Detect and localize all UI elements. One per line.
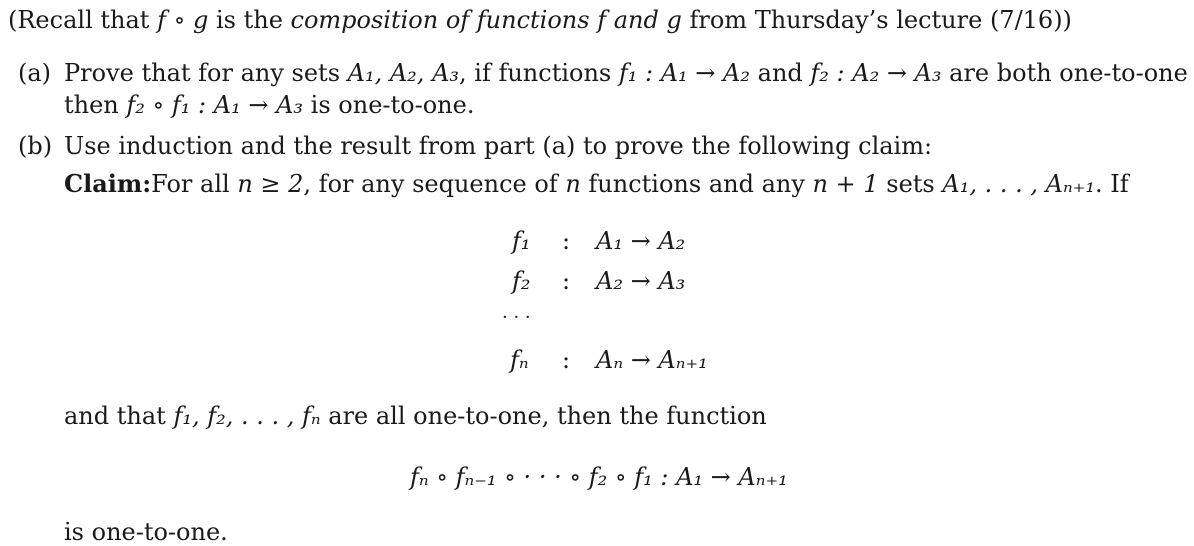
part-a-sets: A₁, A₂, A₃: [347, 59, 460, 87]
part-a-f1: f₁ : A₁ → A₂: [618, 59, 750, 87]
claim-text-5: . If: [1094, 170, 1129, 198]
claim-np1: n + 1: [812, 170, 879, 198]
row-1-f: f₁: [512, 227, 531, 255]
claim-text-1: For all: [151, 170, 238, 198]
conclusion-and-that: and that: [64, 402, 174, 430]
intro-open: (Recall that: [8, 6, 158, 34]
intro-is-the: is the: [208, 6, 291, 34]
part-a-text: Prove that for any sets: [64, 59, 348, 87]
claim-n: n: [565, 170, 581, 198]
part-a-line-1: [64, 61, 1188, 85]
intro-rest: from Thursday’s lecture (7/16)): [681, 6, 1072, 34]
part-a-end: is one-to-one.: [303, 91, 475, 119]
final-line: is one-to-one.: [64, 518, 228, 546]
claim-text-3: functions and any: [580, 170, 813, 198]
claim-line: [64, 169, 1129, 198]
conclusion-line: [64, 404, 767, 428]
intro-line: [8, 8, 1072, 32]
row-2-map: A₂ → A₃: [596, 267, 686, 295]
intro-and: and: [606, 6, 667, 34]
row-4-map: Aₙ → Aₙ₊₁: [596, 346, 708, 374]
claim-text-4: sets: [878, 170, 943, 198]
part-b-line-1: Use induction and the result from part (a) to prove the following claim:: [64, 132, 933, 160]
part-a-f2: f₂ : A₂ → A₃: [810, 59, 942, 87]
part-a-and: and: [750, 59, 811, 87]
row-4-colon: :: [562, 346, 571, 374]
row-2-colon: :: [562, 267, 571, 295]
claim-sets: A₁, . . . , Aₙ₊₁: [942, 170, 1095, 198]
part-a-label: (a): [18, 59, 52, 87]
row-3-dots: · · ·: [502, 307, 531, 328]
part-a-if: , if functions: [459, 59, 619, 87]
part-b-label: (b): [18, 132, 53, 160]
row-4-f: fₙ: [510, 346, 529, 374]
conclusion-are-all: are all one-to-one, then the function: [320, 402, 767, 430]
row-1-colon: :: [562, 227, 571, 255]
part-a-comp: f₂ ∘ f₁ : A₁ → A₃: [126, 91, 304, 119]
part-a-then: then: [64, 91, 127, 119]
intro-emph: composition of functions: [290, 6, 598, 34]
row-1-map: A₁ → A₂: [596, 227, 686, 255]
part-a-tail: are both one-to-one: [941, 59, 1188, 87]
claim-label: Claim:: [64, 169, 152, 198]
row-2-f: f₂: [512, 267, 531, 295]
intro-f: f: [597, 6, 607, 34]
claim-text-2: , for any sequence of: [303, 170, 566, 198]
composite-function: fₙ ∘ fₙ₋₁ ∘ · · · ∘ f₂ ∘ f₁ : A₁ → Aₙ₊₁: [410, 463, 788, 491]
intro-g: g: [666, 6, 682, 34]
part-a-line-2: [64, 93, 474, 117]
claim-cond: n ≥ 2: [237, 170, 304, 198]
conclusion-fs: f₁, f₂, . . . , fₙ: [173, 402, 321, 430]
fog-symbol: f ∘ g: [157, 6, 209, 34]
